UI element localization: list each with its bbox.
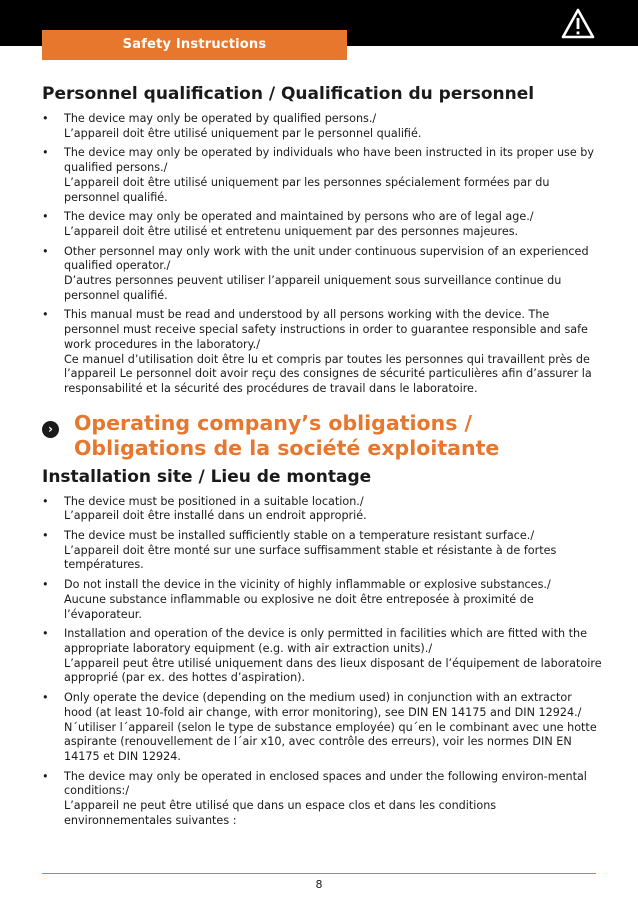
section-tab: Safety Instructions: [42, 30, 347, 60]
page-number: 8: [315, 878, 323, 891]
list-item: • The device must be positioned in a suitable location./ L’appareil doit être installé dans un endroit approprié.: [42, 495, 602, 524]
list-item: • The device must be installed sufficiently stable on a temperature resistant surface./ L’appareil doit être monté sur une surface suffisamment stable et résistante à de fortes températures.: [42, 529, 602, 573]
list-item: • The device may only be operated by qualified persons./ L’appareil doit être utilisé uniquement par le personnel qualifié.: [42, 112, 602, 141]
warning-triangle-icon: [558, 4, 598, 44]
chapter-heading: [42, 411, 602, 461]
list-item: • Only operate the device (depending on the medium used) in conjunction with an extractor hood (at least 10-fold air change, with error monitoring), see DIN EN 14175 and DIN 12924./ N´utiliser l´appareil (selon le type de substance employée) qu´en le combinant avec une hotte aspirante (renouvellement de l´air x10, avec contrôle des erreurs), voir les normes DIN EN 14175 et DIN 12924.: [42, 691, 602, 765]
chapter-title-line1: Operating company’s obligations /: [74, 410, 473, 435]
list-item: • The device may only be operated in enclosed spaces and under the following environ-mental conditions:/ L’appareil ne peut être utilisé que dans un espace clos et dans les conditions environnementales suivantes :: [42, 770, 602, 829]
section-heading-installation: Installation site / Lieu de montage: [42, 466, 372, 487]
footer-divider: [42, 873, 596, 874]
section-heading-personnel: Personnel qualification / Qualification du personnel: [42, 84, 535, 104]
list-item: • Other personnel may only work with the unit under continuous supervision of an experienced qualified operator./ D’autres personnes peuvent utiliser l’appareil uniquement sous surveillance continue du personnel qualifié.: [42, 245, 602, 304]
list-item: • The device may only be operated and maintained by persons who are of legal age./ L’appareil doit être utilisé et entretenu uniquement par des personnes majeures.: [42, 210, 602, 239]
page-content: [42, 82, 602, 833]
installation-list: [42, 495, 602, 829]
list-item: • Installation and operation of the device is only permitted in facilities which are fitted with the appropriate laboratory equipment (e.g. with air extraction units)./ L’appareil peut être utilisé uniquement dans des lieux disposant de l’équipement de laboratoire approprié (par ex. des hottes d’aspiration).: [42, 627, 602, 686]
chevron-right-icon: ›: [42, 421, 59, 438]
list-item: • This manual must be read and understood by all persons working with the device. The personnel must receive special safety instructions in order to guarantee responsible and safe work procedures in the laboratory./ Ce manuel d’utilisation doit être lu et compris par toutes les personnes qui travaillent près de l’appareil Le personnel doit avoir reçu des consignes de sécurité particulières afin d’assurer la responsabilité et la sécurité des procédures de travail dans le laboratoire.: [42, 308, 602, 396]
list-item: • Do not install the device in the vicinity of highly inflammable or explosive substances./ Aucune substance inflammable ou explosive ne doit être entreposée à proximité de l’évaporateur.: [42, 578, 602, 622]
chapter-title-line2: Obligations de la société exploitante: [74, 435, 500, 460]
personnel-list: [42, 112, 602, 397]
list-item: • The device may only be operated by individuals who have been instructed in its proper use by qualified persons./ L’appareil doit être utilisé uniquement par les personnes spécialement formées par du personnel qualifié.: [42, 146, 602, 205]
